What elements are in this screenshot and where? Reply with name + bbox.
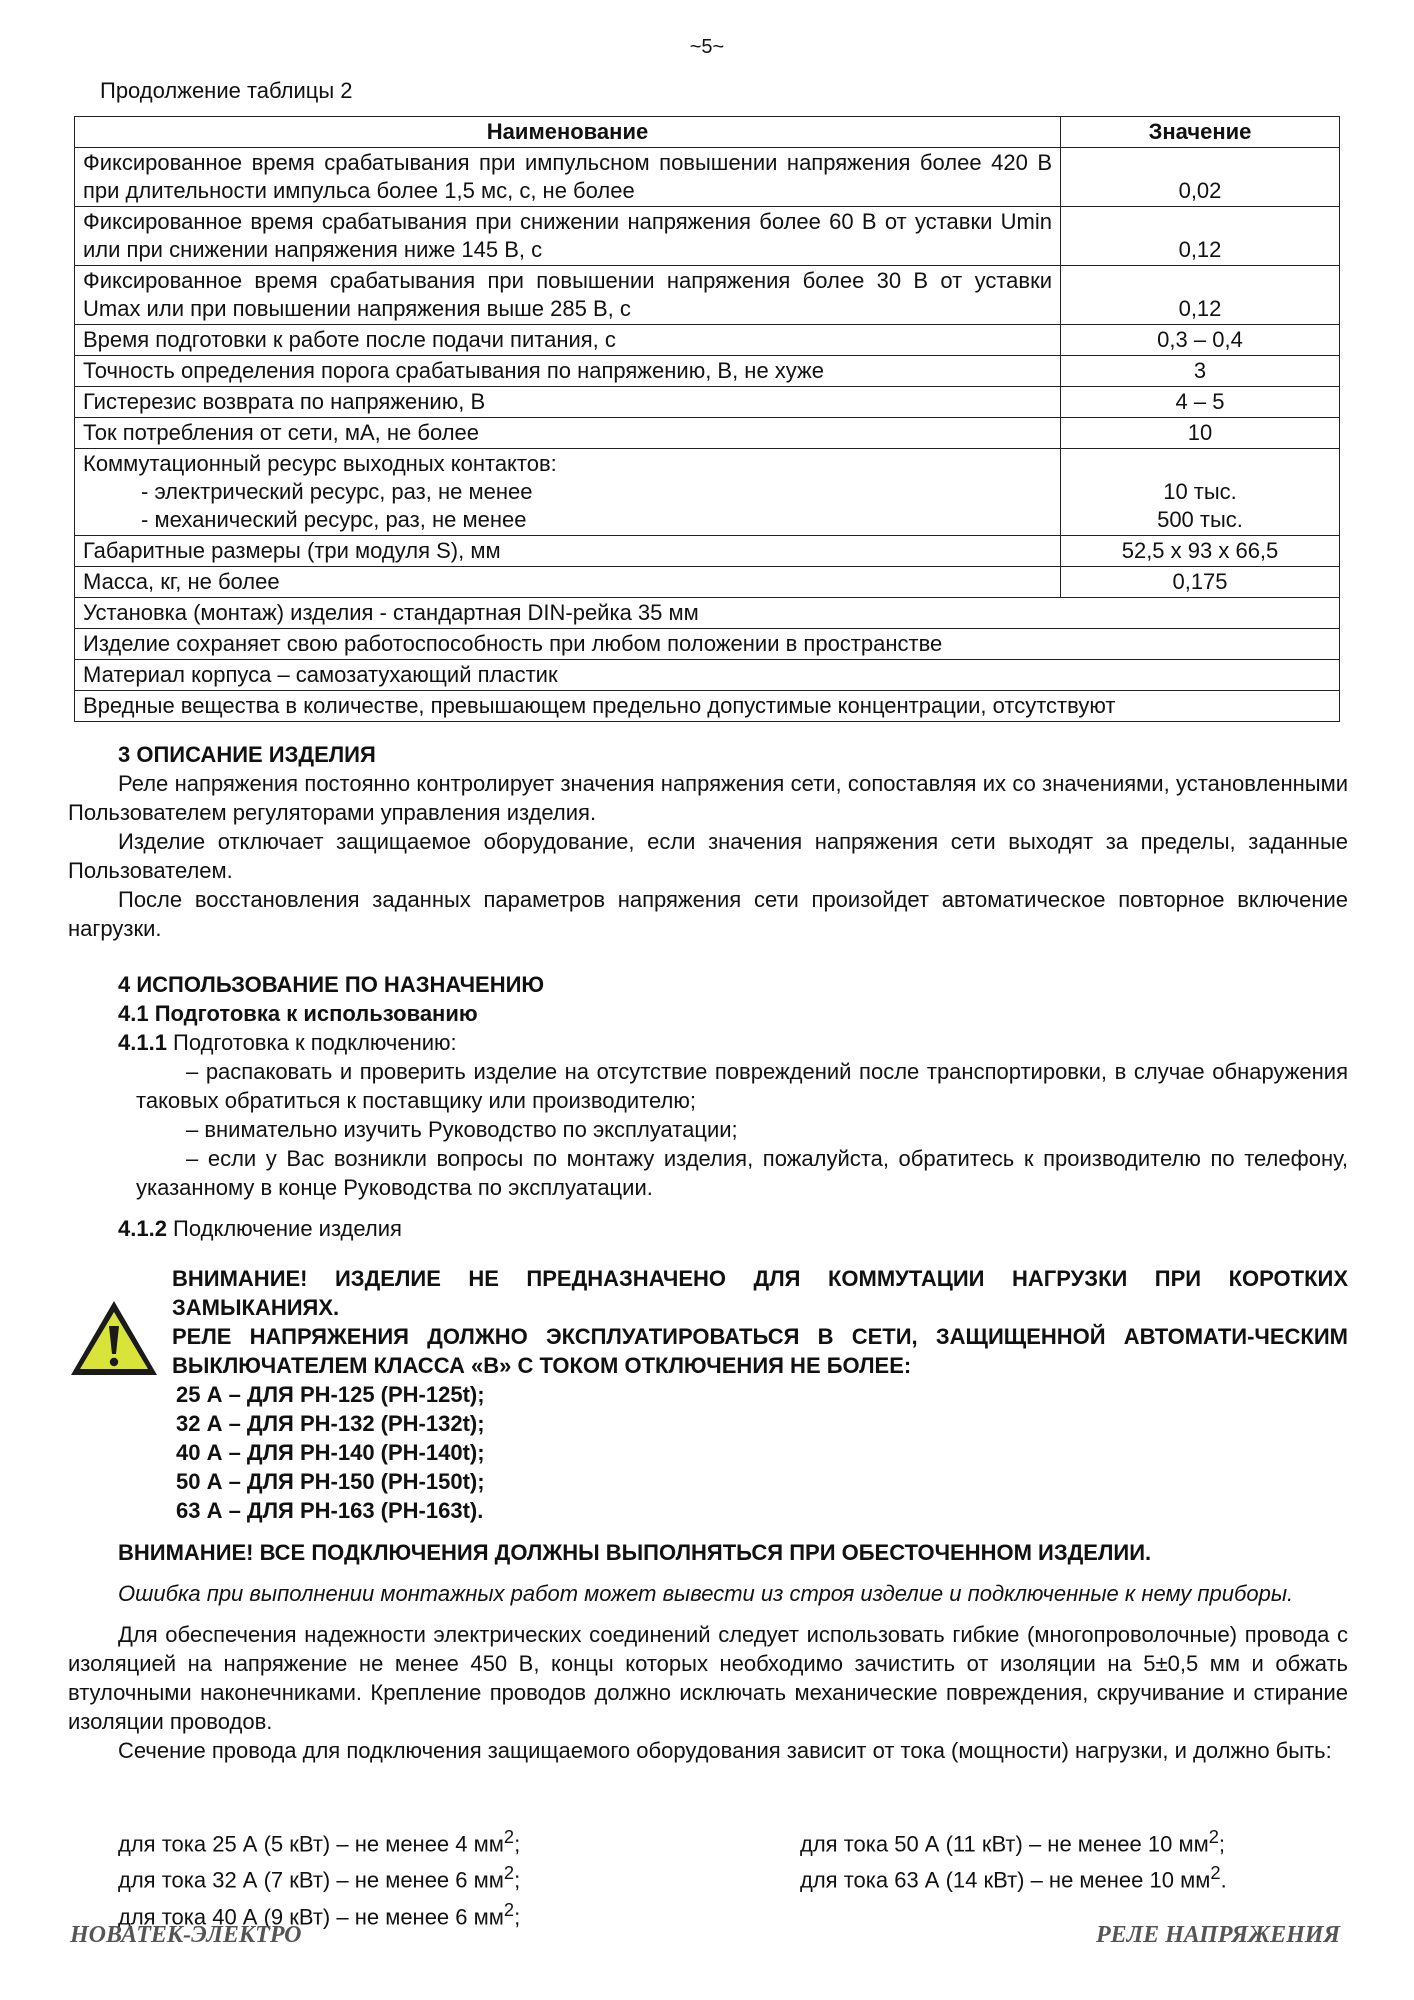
cross-section-sup: 2: [503, 1898, 515, 1920]
section-3: [68, 740, 1348, 943]
table-row: [75, 567, 1340, 598]
footer-company: НОВАТЕК-ЭЛЕКТРО: [70, 1922, 302, 1948]
wires-paragraph: Для обеспечения надежности электрических соединений следует использовать гибкие (многопроволочные) провода с изоляцией на напряжение не менее 450 В, концы которых необходимо зачистить от изоляции на 5±0,5 мм и обжать втулочными наконечниками. Крепление проводов должно исключать механические повреждения, скручивание и стирание изоляции проводов.: [68, 1622, 1348, 1734]
subsection-4-1-1: [68, 1028, 1348, 1057]
amp-item: 32 А – ДЛЯ РН-132 (РН-132t);: [176, 1411, 485, 1436]
resource-value-cell: [1061, 449, 1340, 536]
row-name: Габаритные размеры (три модуля S), мм: [75, 536, 1061, 567]
table-row: [75, 207, 1340, 266]
warning-block: [172, 1264, 1348, 1380]
connections-section: [68, 1538, 1348, 1765]
resource-electric-label: - электрический ресурс, раз, не менее: [141, 479, 533, 504]
cross-section-paragraph: Сечение провода для подключения защищаемого оборудования зависит от тока (мощности) нагрузки, и должно быть:: [118, 1738, 1332, 1763]
table-header-row: [75, 117, 1340, 148]
section-3-paragraph: Изделие отключает защищаемое оборудование, если значения напряжения сети выходят за пределы, заданные Пользователем.: [68, 829, 1348, 883]
row-name: Точность определения порога срабатывания по напряжению, В, не хуже: [75, 356, 1061, 387]
amp-item: 25 А – ДЛЯ РН-125 (РН-125t);: [176, 1382, 485, 1407]
subsection-4-1-2-number: 4.1.2: [118, 1216, 167, 1241]
row-value: 3: [1061, 356, 1340, 387]
row-name: Гистерезис возврата по напряжению, В: [75, 387, 1061, 418]
table-row-full: [75, 629, 1340, 660]
table-row: [75, 356, 1340, 387]
page-number: ~5~: [689, 36, 725, 58]
cross-section-item: [800, 1822, 1360, 1858]
spec-table: [74, 116, 1340, 722]
cross-section-text: для тока 25 А (5 кВт) – не менее 4 мм: [118, 1831, 504, 1857]
amp-item: 63 А – ДЛЯ РН-163 (РН-163t).: [176, 1498, 484, 1523]
table-row: [75, 266, 1340, 325]
section-3-paragraph: После восстановления заданных параметров напряжения сети произойдет автоматическое повторное включение нагрузки.: [68, 887, 1348, 941]
table-row: [75, 536, 1340, 567]
subsection-4-1-2-text: Подключение изделия: [166, 1216, 402, 1241]
cross-section-end: .: [1220, 1867, 1227, 1893]
subsection-4-1-1-number: 4.1.1: [118, 1030, 167, 1055]
list-item: – внимательно изучить Руководство по эксплуатации;: [186, 1117, 738, 1142]
cross-section-sup: 2: [1208, 1826, 1219, 1847]
table-row-full: [75, 598, 1340, 629]
row-value: 0,02: [1061, 148, 1340, 207]
warning-line-1: ВНИМАНИЕ! ИЗДЕЛИЕ НЕ ПРЕДНАЗНАЧЕНО ДЛЯ КОММУТАЦИИ НАГРУЗКИ ПРИ КОРОТКИХ ЗАМЫКАНИЯХ.: [172, 1266, 1348, 1320]
row-value: 0,3 – 0,4: [1061, 325, 1340, 356]
cross-section-end: ;: [514, 1867, 521, 1893]
cross-section-end: ;: [514, 1903, 521, 1929]
table-row: [75, 325, 1340, 356]
cross-section-item: [800, 1858, 1360, 1894]
row-full-text: Изделие сохраняет свою работоспособность при любом положении в пространстве: [75, 629, 1340, 660]
cross-section-sup: 2: [503, 1862, 515, 1884]
resource-electric-value: 10 тыс.: [1163, 479, 1237, 504]
row-name: Ток потребления от сети, мА, не более: [75, 418, 1061, 449]
resource-title: Коммутационный ресурс выходных контактов:: [83, 451, 557, 476]
resource-mechanic-value: 500 тыс.: [1157, 507, 1243, 532]
row-name: Время подготовки к работе после подачи питания, с: [75, 325, 1061, 356]
subsection-4-1-2: [68, 1214, 1348, 1243]
cross-section-text: для тока 32 А (7 кВт) – не менее 6 мм: [118, 1867, 504, 1893]
list-item: – распаковать и проверить изделие на отсутствие повреждений после транспортировки, в случае обнаружения таковых обратиться к поставщику или производителю;: [136, 1059, 1348, 1113]
resource-mechanic-label: - механический ресурс, раз, не менее: [141, 507, 527, 532]
table-row: [75, 148, 1340, 207]
cross-section-left-column: [118, 1822, 678, 1931]
table-continuation-label: Продолжение таблицы 2: [100, 78, 353, 103]
section-3-paragraph: Реле напряжения постоянно контролирует значения напряжения сети, сопоставляя их со значениями, установленными Пользователем регуляторами управления изделия.: [68, 771, 1348, 825]
list-item: – если у Вас возникли вопросы по монтажу изделия, пожалуйста, обратитесь к производителю по телефону, указанному в конце Руководства по эксплуатации.: [136, 1146, 1348, 1200]
cross-section-end: ;: [1218, 1831, 1226, 1857]
row-name: Фиксированное время срабатывания при импульсном повышении напряжения более 420 В при длительности импульса более 1,5 мс, с, не более: [75, 148, 1061, 207]
cross-section-sup: 2: [503, 1826, 515, 1847]
warning-triangle-icon: [68, 1298, 160, 1378]
row-name: Масса, кг, не более: [75, 567, 1061, 598]
resource-name-cell: [75, 449, 1061, 536]
cross-section-text: для тока 63 А (14 кВт) – не менее 10 мм: [800, 1867, 1211, 1893]
header-value: Значение: [1061, 117, 1340, 148]
row-value: 0,12: [1061, 266, 1340, 325]
row-value: 0,175: [1061, 567, 1340, 598]
all-connections-warning: ВНИМАНИЕ! ВСЕ ПОДКЛЮЧЕНИЯ ДОЛЖНЫ ВЫПОЛНЯТЬСЯ ПРИ ОБЕСТОЧЕННОМ ИЗДЕЛИИ.: [118, 1540, 1152, 1565]
row-full-text: Установка (монтаж) изделия - стандартная DIN-рейка 35 мм: [75, 598, 1340, 629]
cross-section-item: [118, 1822, 678, 1858]
table-row: [75, 387, 1340, 418]
section-3-heading: 3 ОПИСАНИЕ ИЗДЕЛИЯ: [118, 742, 376, 767]
row-value: 52,5 х 93 х 66,5: [1061, 536, 1340, 567]
amp-item: 50 А – ДЛЯ РН-150 (РН-150t);: [176, 1469, 485, 1494]
footer-product: РЕЛЕ НАПРЯЖЕНИЯ: [1095, 1922, 1340, 1948]
row-value: 10: [1061, 418, 1340, 449]
row-value: 4 – 5: [1061, 387, 1340, 418]
subsection-4-1-heading: 4.1 Подготовка к использованию: [118, 1001, 478, 1026]
row-name: Фиксированное время срабатывания при повышении напряжения более 30 В от уставки Umax или при повышении напряжения выше 285 В, с: [75, 266, 1061, 325]
error-note: Ошибка при выполнении монтажных работ может вывести из строя изделие и подключенные к нему приборы.: [118, 1581, 1294, 1606]
section-4-heading: 4 ИСПОЛЬЗОВАНИЕ ПО НАЗНАЧЕНИЮ: [118, 972, 545, 997]
row-value: 0,12: [1061, 207, 1340, 266]
row-full-text: Вредные вещества в количестве, превышающем предельно допустимые концентрации, отсутствуют: [75, 691, 1340, 722]
cross-section-text: для тока 40 А (9 кВт) – не менее 6 мм: [118, 1903, 504, 1929]
cross-section-text: для тока 50 А (11 кВт) – не менее 10 мм: [800, 1831, 1209, 1857]
cross-section-sup: 2: [1210, 1862, 1221, 1884]
table-row: [75, 418, 1340, 449]
amp-item: 40 А – ДЛЯ РН-140 (РН-140t);: [176, 1440, 485, 1465]
cross-section-right-column: [800, 1822, 1360, 1895]
row-name: Фиксированное время срабатывания при снижении напряжения более 60 В от уставки Umin или при снижении напряжения ниже 145 В, с: [75, 207, 1061, 266]
amp-list: [176, 1380, 485, 1525]
subsection-4-1-1-text: Подготовка к подключению:: [166, 1030, 457, 1055]
table-row-full: [75, 660, 1340, 691]
section-4: [68, 970, 1348, 1243]
warning-line-2: РЕЛЕ НАПРЯЖЕНИЯ ДОЛЖНО ЭКСПЛУАТИРОВАТЬСЯ В СЕТИ, ЗАЩИЩЕННОЙ АВТОМАТИ-ЧЕСКИМ ВЫКЛЮЧАТЕЛЕМ КЛАССА «В» С ТОКОМ ОТКЛЮЧЕНИЯ НЕ БОЛЕЕ:: [172, 1324, 1348, 1378]
table-row-full: [75, 691, 1340, 722]
table-row-resource: [75, 449, 1340, 536]
header-name: Наименование: [75, 117, 1061, 148]
row-full-text: Материал корпуса – самозатухающий пластик: [75, 660, 1340, 691]
cross-section-item: [118, 1858, 678, 1894]
cross-section-end: ;: [514, 1831, 521, 1857]
